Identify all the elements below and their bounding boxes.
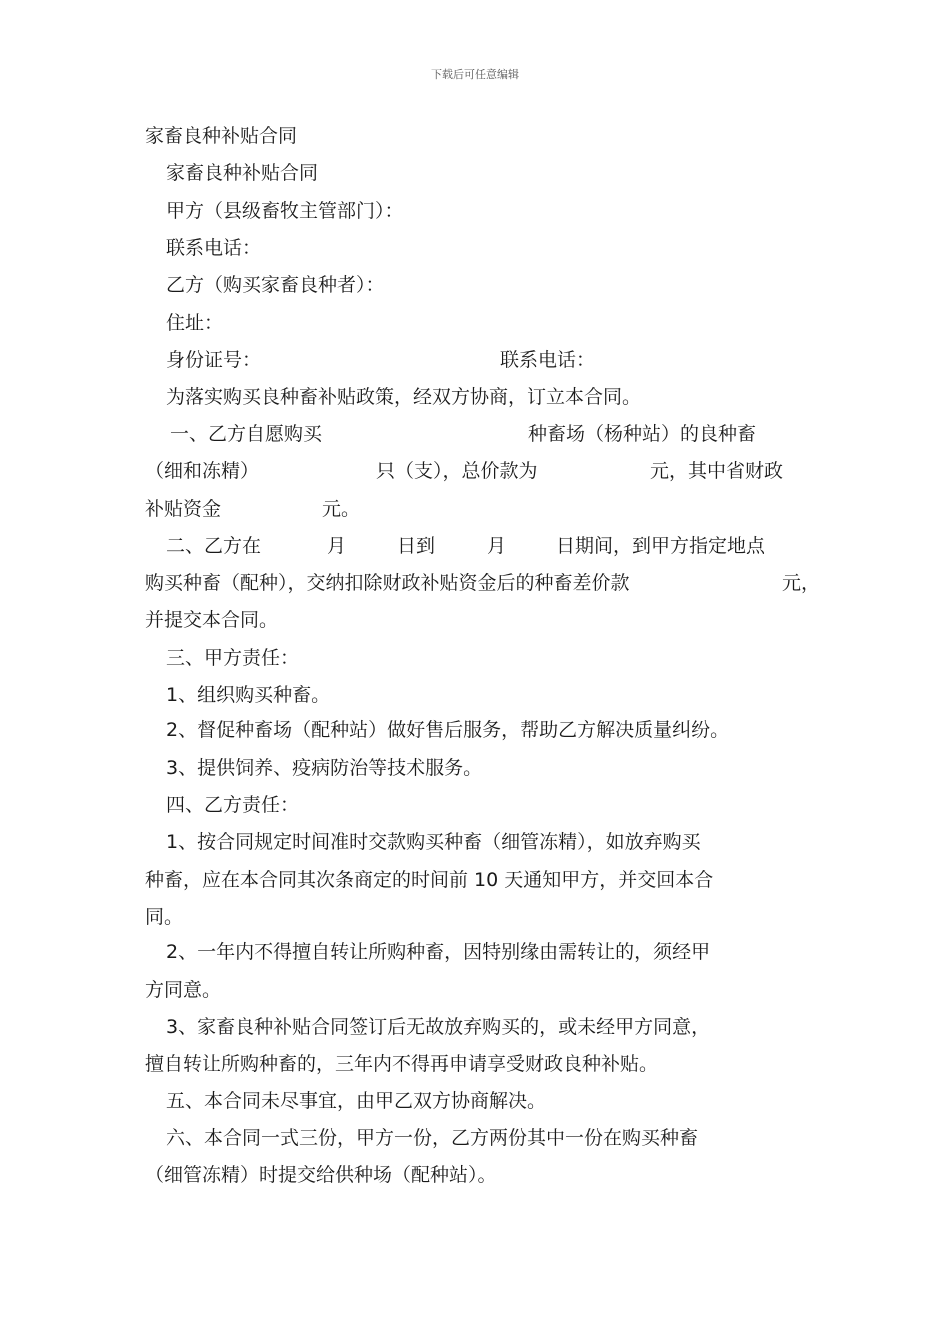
party-b-phone: 联系电话：	[500, 349, 596, 371]
clause-4-item-1-line-3: 同。	[145, 906, 184, 928]
clause-2-part-h: 并提交本合同。	[145, 609, 279, 631]
clause-4-item-1-line-2: 种畜，应在本合同其次条商定的时间前 10 天通知甲方，并交回本合	[145, 869, 714, 891]
party-a-line: 甲方（县级畜牧主管部门）：	[166, 200, 404, 222]
clause-4-item-3-line-1: 3、家畜良种补贴合同签订后无故放弃购买的，或未经甲方同意，	[166, 1016, 711, 1038]
clause-2-part-a: 二、乙方在	[166, 535, 262, 557]
clause-5: 五、本合同未尽事宜，由甲乙双方协商解决。	[166, 1090, 547, 1112]
document-title: 家畜良种补贴合同	[145, 125, 298, 147]
clause-2-part-f: 购买种畜（配种），交纳扣除财政补贴资金后的种畜差价款	[145, 572, 630, 594]
clause-2-part-g: 元，	[782, 572, 821, 594]
clause-3-heading: 三、甲方责任：	[166, 647, 300, 669]
clause-3-item-2: 2、督促种畜场（配种站）做好售后服务，帮助乙方解决质量纠纷。	[166, 719, 730, 741]
clause-1-part-c: （细和冻精）	[145, 460, 260, 482]
clause-1-part-e: 元，其中省财政	[650, 460, 784, 482]
party-a-phone: 联系电话：	[166, 237, 262, 259]
page-header: 下载后可任意编辑	[431, 68, 519, 81]
clause-4-item-3-line-2: 擅自转让所购种畜的，三年内不得再申请享受财政良种补贴。	[145, 1053, 659, 1075]
clause-4-item-1-line-1: 1、按合同规定时间准时交款购买种畜（细管冻精），如放弃购买	[166, 831, 701, 853]
clause-4-heading: 四、乙方责任：	[166, 794, 300, 816]
clause-1-part-d: 只（支），总价款为	[376, 460, 538, 482]
clause-2-part-c: 日到	[397, 535, 436, 557]
clause-6-line-1: 六、本合同一式三份，甲方一份，乙方两份其中一份在购买种畜	[166, 1127, 699, 1149]
clause-2-part-b: 月	[327, 535, 347, 557]
clause-1-part-a: 一、乙方自愿购买	[170, 423, 323, 445]
clause-2-part-e: 日期间，到甲方指定地点	[556, 535, 766, 557]
clause-3-item-1: 1、组织购买种畜。	[166, 684, 331, 706]
clause-1-part-g: 元。	[322, 498, 361, 520]
party-b-line: 乙方（购买家畜良种者）：	[166, 274, 385, 296]
clause-3-item-3: 3、提供饲养、疫病防治等技术服务。	[166, 757, 483, 779]
clause-4-item-2-line-2: 方同意。	[145, 979, 222, 1001]
clause-4-item-2-line-1: 2、一年内不得擅自转让所购种畜，因特别缘由需转让的，须经甲	[166, 941, 711, 963]
clause-1-part-b: 种畜场（杨种站）的良种畜	[528, 423, 757, 445]
id-number-label: 身份证号：	[166, 349, 262, 371]
address-line: 住址：	[166, 312, 224, 334]
intro-paragraph: 为落实购买良种畜补贴政策，经双方协商，订立本合同。	[166, 386, 642, 408]
contract-subtitle: 家畜良种补贴合同	[166, 162, 319, 184]
clause-1-part-f: 补贴资金	[145, 498, 222, 520]
clause-6-line-2: （细管冻精）时提交给供种场（配种站）。	[145, 1164, 497, 1186]
clause-2-part-d: 月	[487, 535, 507, 557]
